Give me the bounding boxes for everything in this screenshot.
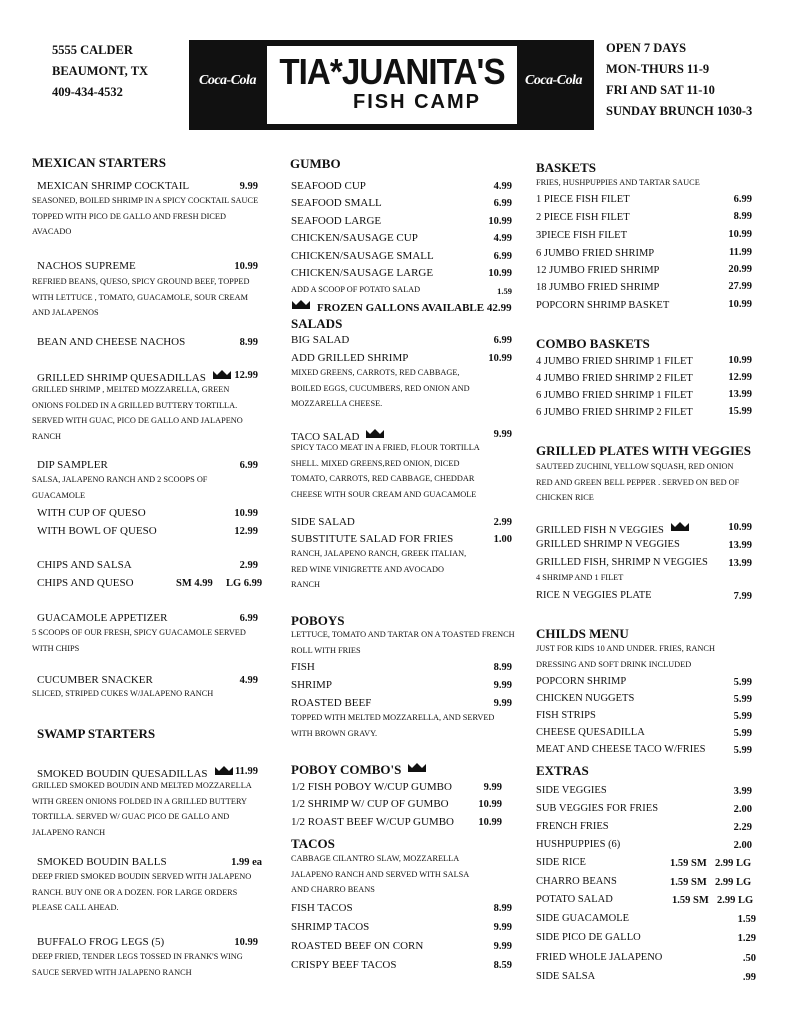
section-title-poboy-combos: [291, 762, 427, 778]
item-name: FISH TACOS: [291, 902, 353, 914]
item-description: SPICY TACO MEAT IN A FRIED, FLOUR TORTILLA SHELL. MIXED GREENS,RED ONION, DICED TOMATO, CARROTS, RED CABBAGE, CHEDDAR CHEESE WITH SOUR CREAM AND GUACAMOLE: [291, 443, 480, 499]
item-name: MEAT AND CHEESE TACO W/FRIES: [536, 744, 706, 755]
item-price: 7.99: [733, 591, 752, 602]
hours-line: OPEN 7 DAYS: [606, 41, 687, 55]
address-city: BEAUMONT, TX: [52, 64, 149, 78]
item-name: SUB VEGGIES FOR FRIES: [536, 803, 659, 814]
item-name: GRILLED FISH, SHRIMP N VEGGIES: [536, 557, 708, 568]
restaurant-address: [52, 40, 148, 103]
item-price: 20.99: [728, 264, 752, 275]
item-price: 6.99: [493, 335, 512, 346]
item-price-large: 2.99 LG: [717, 895, 754, 906]
item-name: CRISPY BEEF TACOS: [291, 959, 397, 971]
item-name: WITH BOWL OF QUESO: [37, 525, 157, 537]
item-name: POPCORN SHRIMP BASKET: [536, 300, 670, 311]
item-price: 2.00: [733, 804, 752, 815]
coca-cola-logo-left: Coca-Cola: [199, 73, 256, 88]
frozen-gallons-note: [291, 299, 512, 314]
item-price: 11.99: [234, 766, 258, 777]
item-price: 11.99: [728, 247, 752, 258]
item-price: 10.99: [234, 937, 258, 948]
item-name: 2 PIECE FISH FILET: [536, 212, 630, 223]
section-title-tacos: TACOS: [291, 836, 335, 851]
item-price: 12.99: [234, 370, 258, 381]
item-description: TOPPED WITH MELTED MOZZARELLA, AND SERVED WITH BROWN GRAVY.: [291, 713, 495, 738]
logo-name: TIA*JUANITA'S: [279, 51, 505, 92]
item-name: WITH CUP OF QUESO: [37, 507, 146, 519]
item-price: 4.99: [493, 181, 512, 192]
item-price: 9.99: [493, 429, 512, 440]
item-price: 13.99: [728, 540, 752, 551]
item-price: 9.99: [493, 941, 512, 952]
item-name: SIDE VEGGIES: [536, 785, 607, 796]
section-title-extras: EXTRAS: [536, 763, 589, 778]
item-description: SEASONED, BOILED SHRIMP IN A SPICY COCKTAIL SAUCE TOPPED WITH PICO DE GALLO AND FRESH DICED AVACADO: [32, 196, 259, 236]
item-price: 8.59: [493, 960, 512, 971]
section-title-baskets: BASKETS: [536, 160, 596, 175]
item-price: 10.99: [728, 522, 752, 533]
opening-hours: [606, 38, 752, 122]
section-title-combo-baskets: COMBO BASKETS: [536, 336, 650, 351]
item-price: 9.99: [239, 181, 258, 192]
hours-line: MON-THURS 11-9: [606, 62, 710, 76]
item-name: HUSHPUPPIES (6): [536, 839, 621, 850]
item-price: 8.99: [493, 662, 512, 673]
item-price: 15.99: [728, 406, 752, 417]
item-name: 1 PIECE FISH FILET: [536, 194, 630, 205]
item-price: 13.99: [728, 389, 752, 400]
section-title-gumbo: GUMBO: [290, 156, 341, 171]
item-name: CHARRO BEANS: [536, 876, 617, 887]
coca-cola-logo-right: Coca-Cola: [525, 73, 582, 88]
item-name: 12 JUMBO FRIED SHRIMP: [536, 265, 660, 276]
item-name: 4 JUMBO FRIED SHRIMP 2 FILET: [536, 373, 693, 384]
item-price: 10.99: [234, 261, 258, 272]
item-price: 13.99: [728, 558, 752, 569]
item-name: SIDE GUACAMOLE: [536, 913, 630, 924]
item-price: 5.99: [733, 728, 752, 739]
item-price: 6.99: [733, 194, 752, 205]
item-name: CHEESE QUESADILLA: [536, 727, 645, 738]
item-price: 2.29: [733, 822, 752, 833]
item-name-text: TACO SALAD: [291, 431, 360, 443]
item-price: 27.99: [728, 281, 752, 292]
item-description: MIXED GREENS, CARROTS, RED CABBAGE, BOILED EGGS, CUCUMBERS, RED ONION AND MOZZARELLA CHEESE.: [291, 368, 470, 408]
item-description: DEEP FRIED, TENDER LEGS TOSSED IN FRANK'S WING SAUCE SERVED WITH JALAPENO RANCH: [32, 952, 243, 977]
item-name: BIG SALAD: [291, 334, 350, 346]
crown-icon: [407, 762, 427, 773]
section-title-swamp-starters: SWAMP STARTERS: [37, 726, 156, 741]
item-price: 9.99: [483, 782, 502, 793]
item-price: 9.99: [493, 922, 512, 933]
item-name: BEAN AND CHEESE NACHOS: [37, 336, 186, 348]
item-name: ROASTED BEEF: [291, 697, 372, 709]
item-price: 1.59: [737, 914, 756, 925]
item-description: GRILLED SHRIMP , MELTED MOZZARELLA, GREEN ONIONS FOLDED IN A GRILLED BUTTERY TORTILLA. SERVED WITH GUAC, PICO DE GALLO AND JALAPENO RANCH: [32, 385, 243, 441]
item-price: 1.59: [497, 286, 512, 296]
item-price: 12.99: [234, 526, 258, 537]
item-description: DEEP FRIED SMOKED BOUDIN SERVED WITH JALAPENO RANCH. BUY ONE OR A DOZEN. FOR LARGE ORDERS PLEASE CALL AHEAD.: [32, 872, 252, 912]
address-street: 5555 CALDER: [52, 43, 133, 57]
item-price-small: 1.59 SM: [670, 877, 707, 888]
frozen-gallons-text: FROZEN GALLONS AVAILABLE 42.99: [317, 302, 512, 314]
item-price: 5.99: [733, 677, 752, 688]
item-name: SHRIMP TACOS: [291, 921, 370, 933]
item-price: 4.99: [493, 233, 512, 244]
item-name: CHIPS AND QUESO: [37, 577, 134, 589]
item-name: POPCORN SHRIMP: [536, 676, 627, 687]
item-price-large: 2.99 LG: [715, 877, 752, 888]
item-description: 5 SCOOPS OF OUR FRESH, SPICY GUACAMOLE SERVED WITH CHIPS: [32, 628, 246, 653]
item-name-text: GRILLED FISH N VEGGIES: [536, 525, 664, 536]
item-name: 6 JUMBO FRIED SHRIMP 2 FILET: [536, 407, 693, 418]
item-price-small: 1.59 SM: [670, 858, 707, 869]
item-name: GRILLED SHRIMP N VEGGIES: [536, 539, 680, 550]
item-price: 10.99: [488, 216, 512, 227]
item-price: 8.99: [239, 337, 258, 348]
section-description: FRIES, HUSHPUPPIES AND TARTAR SAUCE: [536, 178, 700, 187]
item-name: 6 JUMBO FRIED SHRIMP: [536, 248, 655, 259]
item-name: SEAFOOD LARGE: [291, 215, 382, 227]
item-name: SIDE PICO DE GALLO: [536, 932, 641, 943]
item-price: 1.00: [493, 534, 512, 545]
item-price: 6.99: [239, 613, 258, 624]
item-name: MEXICAN SHRIMP COCKTAIL: [37, 180, 190, 192]
section-title-mexican-starters: MEXICAN STARTERS: [32, 155, 167, 170]
item-description: GRILLED SMOKED BOUDIN AND MELTED MOZZARELLA WITH GREEN ONIONS FOLDED IN A GRILLED BUTTERY TORTILLA. SERVED W/ GUAC PICO DE GALLO AND JALAPENO RANCH: [32, 781, 252, 837]
item-price: 4.99: [239, 675, 258, 686]
item-name: CHICKEN/SAUSAGE CUP: [291, 232, 418, 244]
item-price: 10.99: [234, 508, 258, 519]
section-description: JUST FOR KIDS 10 AND UNDER. FRIES, RANCH DRESSING AND SOFT DRINK INCLUDED: [536, 644, 715, 669]
crown-icon: [365, 428, 385, 439]
item-description: RANCH, JALAPENO RANCH, GREEK ITALIAN, RED WINE VINIGRETTE AND AVOCADO RANCH: [291, 549, 467, 589]
item-price: 5.99: [733, 745, 752, 756]
item-name: FRENCH FRIES: [536, 821, 609, 832]
item-price: 8.99: [733, 211, 752, 222]
item-price-small: 1.59 SM: [672, 895, 709, 906]
item-price: 10.99: [478, 817, 502, 828]
item-name: SMOKED BOUDIN BALLS: [37, 856, 167, 868]
restaurant-logo: [267, 46, 517, 124]
item-name: RICE N VEGGIES PLATE: [536, 590, 652, 601]
item-name: GUACAMOLE APPETIZER: [37, 612, 168, 624]
item-name: 1/2 FISH POBOY W/CUP GUMBO: [291, 781, 452, 793]
item-name: 1/2 ROAST BEEF W/CUP GUMBO: [291, 816, 454, 828]
item-name: SIDE SALSA: [536, 971, 596, 982]
item-description: SLICED, STRIPED CUKES W/JALAPENO RANCH: [32, 689, 214, 698]
item-price: 6.99: [493, 251, 512, 262]
section-title-poboys: POBOYS: [291, 613, 345, 628]
item-description: ADD A SCOOP OF POTATO SALAD: [291, 285, 421, 294]
item-name: 4 JUMBO FRIED SHRIMP 1 FILET: [536, 356, 693, 367]
item-name-text: GRILLED SHRIMP QUESADILLAS: [37, 372, 206, 384]
item-name: CHICKEN/SAUSAGE SMALL: [291, 250, 434, 262]
item-name: DIP SAMPLER: [37, 459, 108, 471]
section-title-grilled-plates: GRILLED PLATES WITH VEGGIES: [536, 443, 751, 458]
item-name-text: SMOKED BOUDIN QUESADILLAS: [37, 768, 208, 780]
item-name: SIDE SALAD: [291, 516, 355, 528]
item-price: 10.99: [488, 353, 512, 364]
item-price: 8.99: [493, 903, 512, 914]
item-price: 6.99: [493, 198, 512, 209]
item-price-large: LG 6.99: [226, 578, 263, 589]
logo-banner: [189, 40, 594, 130]
crown-icon: [670, 521, 690, 532]
item-price: 9.99: [493, 698, 512, 709]
item-name: POTATO SALAD: [536, 894, 613, 905]
item-name: CUCUMBER SNACKER: [37, 674, 153, 686]
item-name: 18 JUMBO FRIED SHRIMP: [536, 282, 660, 293]
logo-subtitle: FISH CAMP: [353, 91, 481, 113]
item-price: 3.99: [733, 786, 752, 797]
item-price: 10.99: [728, 229, 752, 240]
section-description: CABBAGE CILANTRO SLAW, MOZZARELLA JALAPENO RANCH AND SERVED WITH SALSA AND CHARRO BEANS: [291, 854, 469, 894]
crown-icon: [291, 299, 311, 310]
item-name: 1/2 SHRIMP W/ CUP OF GUMBO: [291, 798, 449, 810]
item-price: 2.99: [493, 517, 512, 528]
item-price: 10.99: [728, 355, 752, 366]
item-price: 2.99: [239, 560, 258, 571]
item-name: SEAFOOD CUP: [291, 180, 366, 192]
section-title-salads: SALADS: [291, 316, 343, 331]
item-name: [536, 521, 690, 536]
section-description: SAUTEED ZUCHINI, YELLOW SQUASH, RED ONION RED AND GREEN BELL PEPPER . SERVED ON BED OF CHICKEN RICE: [536, 462, 740, 502]
item-price: 1.29: [737, 933, 756, 944]
section-title-text: POBOY COMBO'S: [291, 762, 402, 777]
item-name: SUBSTITUTE SALAD FOR FRIES: [291, 533, 454, 545]
item-name: 3PIECE FISH FILET: [536, 230, 628, 241]
item-name: SHRIMP: [291, 679, 332, 691]
item-name: BUFFALO FROG LEGS (5): [37, 936, 165, 948]
item-description: SALSA, JALAPENO RANCH AND 2 SCOOPS OF GUACAMOLE: [32, 475, 208, 500]
item-name: ADD GRILLED SHRIMP: [291, 352, 409, 364]
item-price: 6.99: [239, 460, 258, 471]
item-price: 2.00: [733, 840, 752, 851]
item-name: NACHOS SUPREME: [37, 260, 136, 272]
item-price: 10.99: [488, 268, 512, 279]
item-description: 4 SHRIMP AND 1 FILET: [536, 573, 624, 582]
item-price: 10.99: [478, 799, 502, 810]
item-name: SEAFOOD SMALL: [291, 197, 382, 209]
item-name: FISH: [291, 661, 315, 673]
item-price: .99: [742, 972, 756, 983]
hours-line: SUNDAY BRUNCH 1030-3: [606, 104, 753, 118]
item-price-small: SM 4.99: [176, 578, 213, 589]
item-name: CHICKEN NUGGETS: [536, 693, 635, 704]
item-name: CHICKEN/SAUSAGE LARGE: [291, 267, 434, 279]
item-price: 5.99: [733, 694, 752, 705]
item-name: FRIED WHOLE JALAPENO: [536, 952, 663, 963]
item-price-large: 2.99 LG: [715, 858, 752, 869]
section-title-childs-menu: CHILDS MENU: [536, 626, 629, 641]
item-description: REFRIED BEANS, QUESO, SPICY GROUND BEEF, TOPPED WITH LETTUCE , TOMATO, GUACAMOLE, SOUR CREAM AND JALAPENOS: [32, 277, 250, 317]
item-price: .50: [742, 953, 756, 964]
item-price: 9.99: [493, 680, 512, 691]
item-name: SIDE RICE: [536, 857, 586, 868]
hours-line: FRI AND SAT 11-10: [606, 83, 715, 97]
item-price: 10.99: [728, 299, 752, 310]
section-description: LETTUCE, TOMATO AND TARTAR ON A TOASTED FRENCH ROLL WITH FRIES: [291, 630, 515, 655]
address-phone: 409-434-4532: [52, 85, 123, 99]
item-name: ROASTED BEEF ON CORN: [291, 940, 424, 952]
item-price: 5.99: [733, 711, 752, 722]
item-name: FISH STRIPS: [536, 710, 596, 721]
item-price: 1.99 ea: [231, 857, 262, 868]
item-price: 12.99: [728, 372, 752, 383]
item-name: CHIPS AND SALSA: [37, 559, 132, 571]
item-name: 6 JUMBO FRIED SHRIMP 1 FILET: [536, 390, 693, 401]
